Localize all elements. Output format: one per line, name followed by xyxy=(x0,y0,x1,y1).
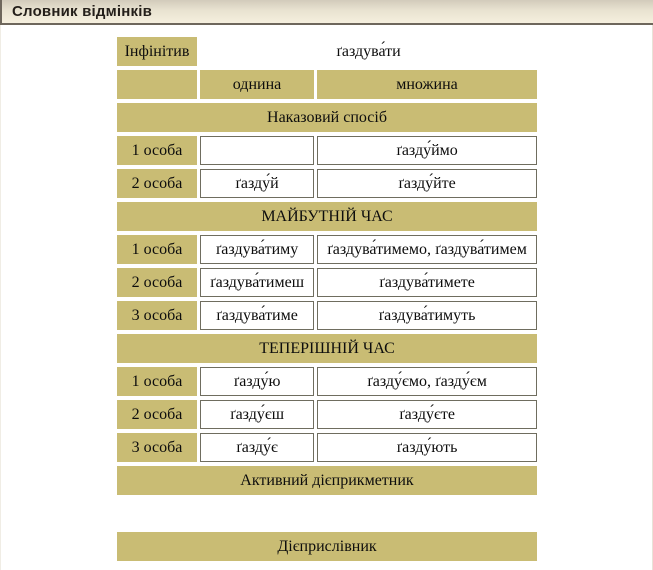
form-cell-singular: ґазду́єш xyxy=(200,400,314,429)
singular-column-header: однина xyxy=(200,70,314,99)
form-cell-plural: ґаздува́тимете xyxy=(317,268,537,297)
person-label-cell: 2 особа xyxy=(117,169,197,198)
person-label-cell: 2 особа xyxy=(117,400,197,429)
section-header-present: ТЕПЕРІШНІЙ ЧАС xyxy=(117,334,537,363)
form-cell-plural: ґазду́йте xyxy=(317,169,537,198)
form-cell-singular: ґаздува́тиму xyxy=(200,235,314,264)
form-cell-plural: ґазду́ємо, ґазду́єм xyxy=(317,367,537,396)
section-header-imperative: Наказовий спосіб xyxy=(117,103,537,132)
section-header-active-participle: Активний дієприкметник xyxy=(117,466,537,495)
form-cell-singular: ґазду́й xyxy=(200,169,314,198)
form-cell-singular: ґаздува́тиме xyxy=(200,301,314,330)
form-cell-plural: ґаздува́тимемо, ґаздува́тимем xyxy=(317,235,537,264)
person-label-cell: 1 особа xyxy=(117,235,197,264)
section-header-future: МАЙБУТНІЙ ЧАС xyxy=(117,202,537,231)
form-cell-singular: ґаздува́тимеш xyxy=(200,268,314,297)
person-label-cell: 1 особа xyxy=(117,367,197,396)
person-label-cell: 3 особа xyxy=(117,301,197,330)
conjugation-table xyxy=(117,37,537,561)
plural-column-header: множина xyxy=(317,70,537,99)
form-cell-singular: ґазду́ю xyxy=(200,367,314,396)
empty-row xyxy=(117,499,537,528)
form-cell-plural: ґазду́єте xyxy=(317,400,537,429)
person-label-cell: 3 особа xyxy=(117,433,197,462)
form-cell-plural: ґазду́ймо xyxy=(317,136,537,165)
person-label-cell: 2 особа xyxy=(117,268,197,297)
corner-cell xyxy=(117,70,197,99)
section-header-adverbial-participle: Дієприслівник xyxy=(117,532,537,561)
person-label-cell: 1 особа xyxy=(117,136,197,165)
form-cell-plural: ґазду́ють xyxy=(317,433,537,462)
form-cell-singular xyxy=(200,136,314,165)
form-cell-singular: ґазду́є xyxy=(200,433,314,462)
page-title: Словник відмінків xyxy=(12,3,153,20)
title-bar xyxy=(0,0,653,25)
form-cell-plural: ґаздува́тимуть xyxy=(317,301,537,330)
infinitive-label-cell: Інфінітив xyxy=(117,37,197,66)
infinitive-value: ґаздува́ти xyxy=(336,42,401,60)
